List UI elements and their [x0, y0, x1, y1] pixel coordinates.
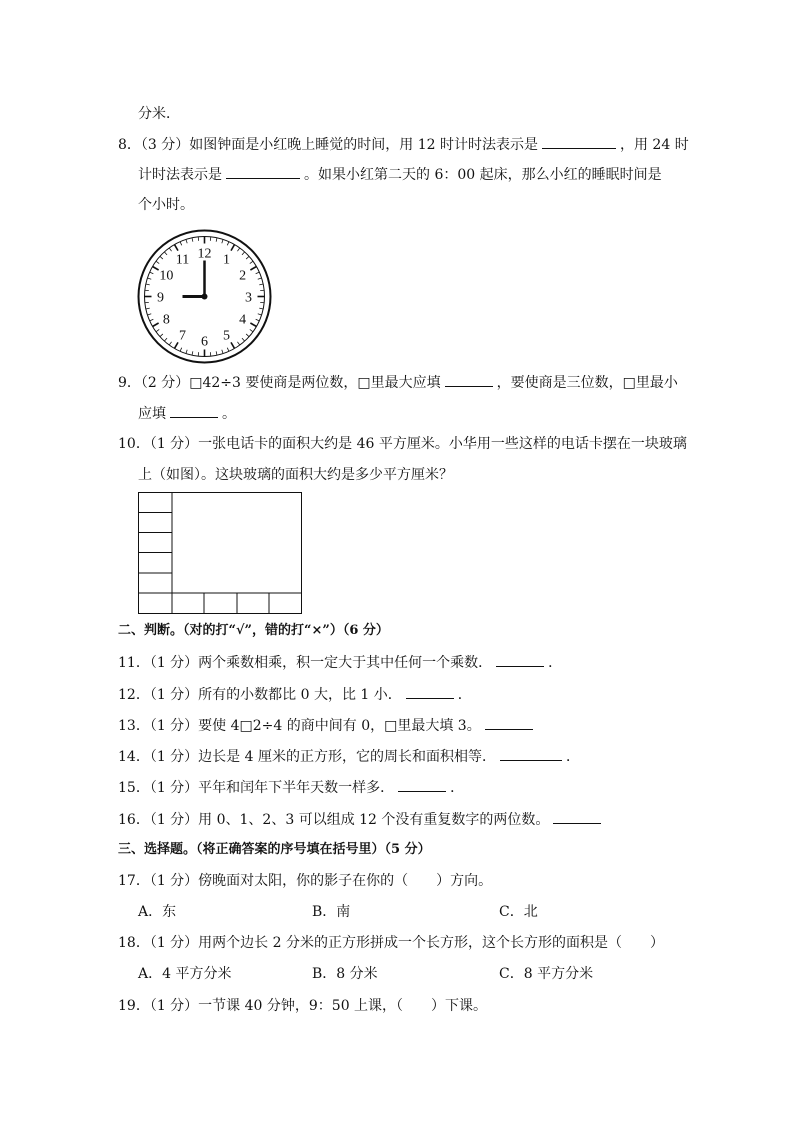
q8-text-d: 。如果小红第二天的 6：00 起床，那么小红的睡眠时间是: [304, 167, 662, 183]
judge-item-12: [118, 684, 472, 705]
judge-blank-11[interactable]: [496, 652, 544, 667]
q10-line1: 10．（1 分）一张电话卡的面积大约是 46 平方厘米。小华用一些这样的电话卡摆在一块玻璃: [118, 436, 687, 452]
judge-tail-12: ．: [457, 687, 472, 703]
judge-item-14: [118, 746, 580, 767]
clock-tick: [250, 323, 256, 327]
q9-line1: [118, 372, 678, 393]
clock-tick: [164, 252, 167, 255]
q9-text-b: ，要使商是三位数，□里最小: [496, 375, 678, 391]
q18-option-b[interactable]: B．8 分米: [312, 966, 378, 982]
clock-tick: [258, 314, 262, 315]
judge-item-16: [118, 809, 605, 830]
q17-question: 17．（1 分）傍晚面对太阳，你的影子在你的（ ）方向。: [118, 873, 493, 889]
q18-option-a[interactable]: A．4 平方分米: [138, 966, 232, 982]
clock-number-1: 1: [223, 252, 230, 268]
q9-text-d: 。: [222, 406, 236, 422]
q7-tail: 分米．: [138, 106, 180, 122]
clock-tick: [216, 238, 217, 242]
judge-tail-15: ．: [450, 780, 465, 796]
section-judge-title: 二、判断。（对的打“√”，错的打“×”）（6 分）: [118, 623, 389, 638]
clock-tick: [146, 284, 150, 285]
judge-blank-14[interactable]: [500, 746, 562, 761]
clock-tick: [256, 272, 260, 274]
judge-item-11: [118, 652, 562, 673]
judge-blank-16[interactable]: [553, 809, 601, 824]
clock-tick: [146, 308, 150, 309]
clock-tick: [156, 261, 159, 263]
glass-card-figure: [138, 492, 303, 615]
clock-number-11: 11: [175, 252, 190, 268]
q8-line1: [118, 134, 689, 155]
clock-number-3: 3: [245, 290, 252, 306]
q9-text-c: 应填: [138, 406, 166, 422]
clock-tick: [164, 338, 167, 341]
judge-blank-12[interactable]: [406, 684, 454, 699]
clock-tick: [250, 329, 253, 331]
section-choice-title: 三、选择题。（将正确答案的序号填在括号里）（5 分）: [118, 842, 431, 857]
clock-tick: [222, 350, 223, 354]
q8-blank-24h[interactable]: [226, 164, 300, 179]
q9-line2: [138, 403, 236, 424]
clock-number-8: 8: [162, 312, 170, 328]
clock-tick: [250, 261, 253, 263]
clock-tick: [256, 319, 260, 321]
q8-text-b: ，用 24 时: [619, 137, 689, 153]
judge-text-13: 13．（1 分）要使 4□2÷4 的商中间有 0，□里最大填 3。: [118, 718, 481, 734]
clock-number-12: 12: [197, 246, 212, 262]
clock-tick: [150, 319, 154, 321]
q18-question: 18．（1 分）用两个边长 2 分米的正方形拼成一个长方形，这个长方形的面积是（ ）: [118, 935, 664, 951]
clock-tick: [216, 351, 217, 355]
clock-tick: [259, 284, 263, 285]
judge-item-13: [118, 715, 537, 736]
q10-line2: 上（如图）。这块玻璃的面积大约是多少平方厘米？: [138, 467, 453, 483]
clock-number-9: 9: [157, 290, 164, 306]
clock-tick: [237, 248, 239, 251]
clock-tick: [150, 272, 154, 274]
clock-tick: [153, 323, 159, 327]
clock-tick: [242, 252, 245, 255]
clock-tick: [258, 278, 262, 279]
q8-blank-12h[interactable]: [542, 134, 616, 149]
clock-tick: [192, 238, 193, 242]
clock-tick: [259, 308, 263, 309]
q8-line3: 个小时。: [138, 197, 194, 213]
clock-tick: [231, 245, 235, 251]
clock-center: [202, 294, 208, 300]
q8-text-c: 计时法表示是: [138, 167, 222, 183]
judge-text-12: 12．（1 分）所有的小数都比 0 大，比 1 小．: [118, 687, 402, 703]
judge-text-15: 15．（1 分）平年和闰年下半年天数一样多．: [118, 780, 395, 796]
judge-blank-15[interactable]: [398, 777, 446, 792]
clock-tick: [175, 342, 179, 348]
clock-tick: [186, 239, 187, 243]
clock-number-2: 2: [239, 268, 247, 284]
clock-tick: [180, 242, 182, 246]
clock-tick: [160, 334, 163, 337]
judge-tail-14: ．: [565, 749, 580, 765]
clock-tick: [180, 348, 182, 352]
q17-option-b[interactable]: B．南: [312, 904, 351, 920]
clock-tick: [227, 348, 229, 352]
judge-tail-11: ．: [548, 655, 563, 671]
q17-option-a[interactable]: A．东: [138, 904, 177, 920]
clock-tick: [231, 342, 235, 348]
clock-tick: [192, 351, 193, 355]
clock-tick: [156, 329, 159, 331]
clock-tick: [160, 256, 163, 259]
clock-tick: [186, 350, 187, 354]
clock-tick: [227, 242, 229, 246]
clock-tick: [246, 334, 249, 337]
clock-number-7: 7: [179, 328, 186, 344]
q19-question: 19．（1 分）一节课 40 分钟，9：50 上课，（ ）下课。: [118, 998, 488, 1014]
q9-text-a: 9．（2 分）□42÷3 要使商是两位数，□里最大应填: [118, 375, 441, 391]
q17-option-c[interactable]: C．北: [499, 904, 538, 920]
judge-text-16: 16．（1 分）用 0、1、2、3 可以组成 12 个没有重复数字的两位数。: [118, 812, 550, 828]
clock-tick: [246, 256, 249, 259]
q9-blank-min[interactable]: [170, 403, 218, 418]
clock-number-4: 4: [239, 312, 247, 328]
clock-tick: [237, 342, 239, 345]
clock-tick: [242, 338, 245, 341]
q8-text-a: 8．（3 分）如图钟面是小红晚上睡觉的时间，用 12 时计时法表示是: [118, 137, 538, 153]
clock-tick: [147, 278, 151, 279]
clock-tick: [147, 314, 151, 315]
judge-text-11: 11．（1 分）两个乘数相乘，积一定大于其中任何一个乘数．: [118, 655, 493, 671]
q8-line2: [138, 164, 662, 185]
clock-tick: [169, 248, 171, 251]
clock-number-10: 10: [159, 268, 174, 284]
clock-tick: [175, 245, 179, 251]
clock-tick: [169, 342, 171, 345]
q9-blank-max[interactable]: [445, 372, 493, 387]
judge-text-14: 14．（1 分）边长是 4 厘米的正方形，它的周长和面积相等．: [118, 749, 496, 765]
q18-option-c[interactable]: C．8 平方分米: [499, 966, 594, 982]
clock-tick: [250, 267, 256, 271]
clock-tick: [153, 267, 159, 271]
judge-item-15: [118, 777, 464, 798]
clock-number-5: 5: [223, 328, 230, 344]
judge-blank-13[interactable]: [485, 715, 533, 730]
clock-number-6: 6: [201, 334, 208, 350]
clock-tick: [222, 239, 223, 243]
clock-figure: [137, 229, 272, 364]
